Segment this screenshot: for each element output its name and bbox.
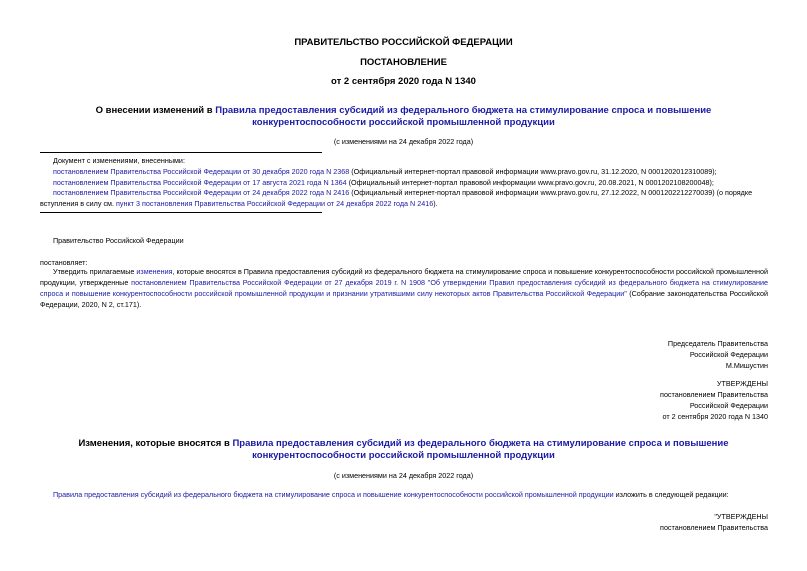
government-header: ПРАВИТЕЛЬСТВО РОССИЙСКОЙ ФЕДЕРАЦИИ (294, 37, 513, 48)
decrees-word: постановляет: (40, 258, 88, 267)
amendment-text-2: (Официальный интернет-портал правовой информации www.pravo.gov.ru, 20.08.2021, N 0001202108200048); (346, 178, 714, 187)
changes-link[interactable]: изменения (136, 267, 173, 276)
approved-block-2 (468, 511, 768, 533)
government-subject: Правительство Российской Федерации (53, 236, 184, 245)
amendment-link-2[interactable]: постановлением Правительства Российской Федерации от 17 августа 2021 года N 1364 (53, 178, 347, 187)
changes-title (40, 438, 767, 462)
divider-top (40, 152, 322, 153)
p1-text-a: Утвердить прилагаемые (53, 267, 137, 276)
title-prefix: О внесении изменений в (95, 105, 216, 116)
approved-block (468, 378, 768, 422)
changes-rules-link[interactable]: Правила предоставления субсидий из федерального бюджета на стимулирование спроса и повышение конкурентоспособности российской промышленной продукции (232, 438, 729, 461)
title-rules-link[interactable]: Правила предоставления субсидий из федерального бюджета на стимулирование спроса и повышение конкурентоспособности российской промышленной продукции (215, 105, 712, 128)
amendment-link-3b[interactable]: пункт 3 постановления Правительства Российской Федерации от 24 декабря 2022 года N 2416 (116, 199, 434, 208)
doc-type: ПОСТАНОВЛЕНИЕ (360, 57, 447, 68)
changes-prefix: Изменения, которые вносятся в (78, 438, 233, 449)
document-title (40, 105, 767, 129)
approved-line-1: УТВЕРЖДЕНЫ (716, 379, 768, 388)
doc-date-number: от 2 сентября 2020 года N 1340 (331, 76, 476, 87)
signature-name: М.Мишустин (725, 361, 768, 370)
approved2-line-2: постановлением Правительства (660, 523, 768, 532)
amendment-link-3[interactable]: постановлением Правительства Российской Федерации от 24 декабря 2022 года N 2416 (53, 188, 350, 197)
decree-1908-link[interactable]: постановлением Правительства Российской Федерации от 27 декабря 2019 г. N 1908 "Об утверждении Правил предоставления субсидий из федерального бюджета на стимулирование спроса и повышение конкурентоспособности российской промышленной продукции и признании утратившими силу некоторых актов Правительства Российской Федерации" (40, 278, 768, 298)
signature-block (468, 338, 768, 371)
decree-paragraph (40, 266, 768, 310)
signature-line-1: Председатель Правительства (667, 339, 768, 348)
amendment-item (40, 187, 768, 209)
divider-bottom (40, 212, 322, 213)
amendment-text-3: (Официальный интернет-портал правовой информации www.pravo.gov.ru, 27.12.2022, N 0001202212270039) (о порядке вступления в силу см. (40, 188, 753, 208)
changes-paragraph (53, 489, 768, 500)
amendment-item (53, 166, 768, 177)
amendment-text-1: (Официальный интернет-портал правовой информации www.pravo.gov.ru, 31.12.2020, N 0001202012310089); (349, 167, 717, 176)
changes-paragraph-tail: изложить в следующей редакции: (613, 490, 729, 499)
amendment-link-1[interactable]: постановлением Правительства Российской Федерации от 30 декабря 2020 года N 2368 (53, 167, 350, 176)
approved2-line-1: "УТВЕРЖДЕНЫ (714, 512, 768, 521)
approved-line-2: постановлением Правительства (660, 390, 768, 399)
title-revision: (с изменениями на 24 декабря 2022 года) (333, 137, 474, 146)
approved-line-3: Российской Федерации (689, 401, 768, 410)
changes-revision: (с изменениями на 24 декабря 2022 года) (333, 471, 474, 480)
amendment-tail-3: ). (433, 199, 438, 208)
amendments-intro: Документ с изменениями, внесенными: (53, 156, 185, 165)
approved-line-4: от 2 сентября 2020 года N 1340 (662, 412, 768, 421)
p1-text-b: , которые вносятся в Правила предоставления субсидий из федерального бюджета на стимулирование спроса и повышение конкурентоспособности российской промышленной продукции, утвержденные (40, 267, 768, 287)
signature-line-2: Российской Федерации (689, 350, 768, 359)
changes-paragraph-link[interactable]: Правила предоставления субсидий из федерального бюджета на стимулирование спроса и повышение конкурентоспособности российской промышленной продукции (53, 490, 614, 499)
p1-text-c: (Собрание законодательства Российской Федерации, 2020, N 2, ст.171). (40, 289, 769, 309)
